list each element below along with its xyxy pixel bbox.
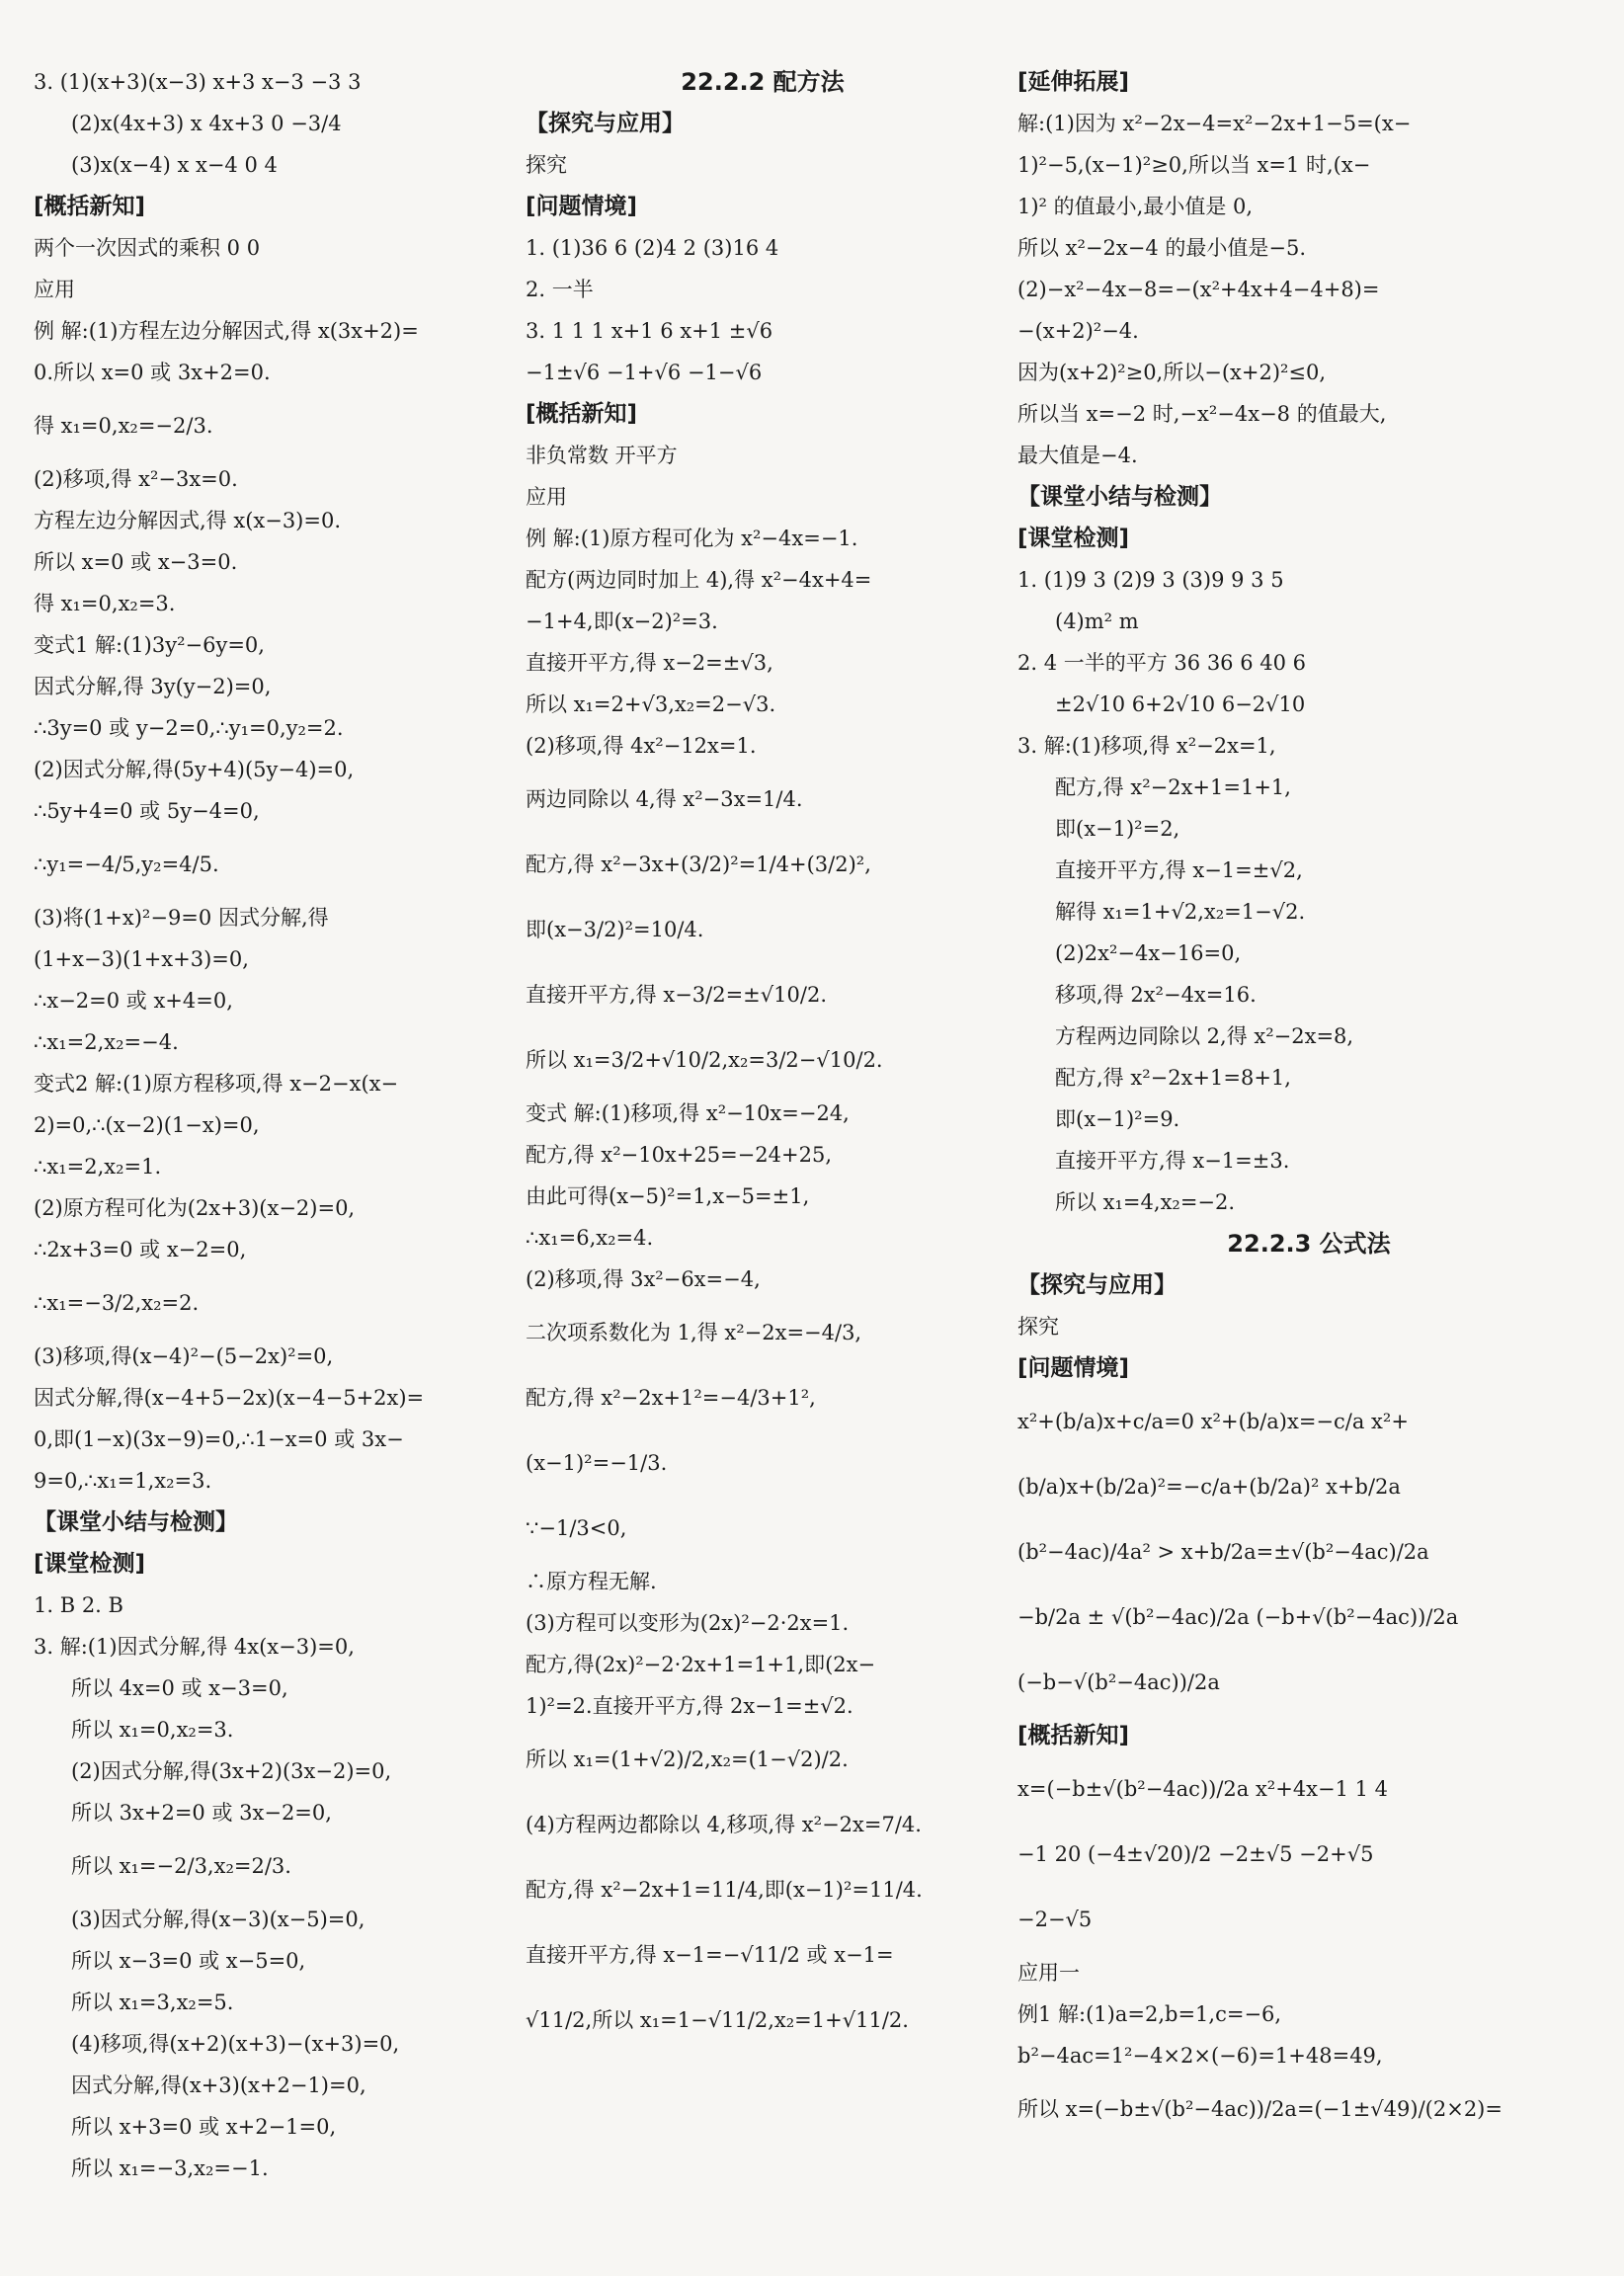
c1-line-40: 所以 3x+2=0 或 3x−2=0, (71, 1801, 332, 1825)
c3-line-34: (b²−4ac)/4a² > x+b/2a=±√(b²−4ac)/2a (1017, 1540, 1429, 1564)
c2-line-37: 配方,得 x²−2x+1=11/4,即(x−1)²=11/4. (526, 1878, 923, 1902)
c1-line-6: 例 解:(1)方程左边分解因式,得 x(3x+2)= (34, 319, 419, 343)
c3-line-14: 2. 4 一半的平方 36 36 6 40 6 (1017, 651, 1307, 675)
c2-line-22: 变式 解:(1)移项,得 x²−10x=−24, (526, 1101, 850, 1125)
c3-line-15: ±2√10 6+2√10 6−2√10 (1055, 692, 1306, 716)
c3-line-39: −1 20 (−4±√20)/2 −2±√5 −2+√5 (1017, 1842, 1374, 1866)
c2-line-24: 由此可得(x−5)²=1,x−5=±1, (526, 1184, 810, 1208)
c3-line-31: [问题情境] (1017, 1355, 1130, 1381)
c1-line-46: 因式分解,得(x+3)(x+2−1)=0, (71, 2073, 366, 2097)
c1-line-16: (2)因式分解,得(5y+4)(5y−4)=0, (34, 758, 355, 781)
c1-line-32: 9=0,∴x₁=1,x₂=3. (34, 1469, 212, 1493)
c3-line-36: (−b−√(b²−4ac))/2a (1017, 1670, 1220, 1694)
c1-line-22: ∴x₁=2,x₂=−4. (34, 1030, 179, 1054)
c2-line-30: ∵−1/3<0, (526, 1516, 627, 1540)
c1-line-31: 0,即(1−x)(3x−9)=0,∴1−x=0 或 3x− (34, 1427, 404, 1451)
c2-line-13: −1+4,即(x−2)²=3. (526, 610, 718, 633)
c1-line-43: 所以 x−3=0 或 x−5=0, (71, 1949, 306, 1973)
c2-line-31: ∴原方程无解. (526, 1570, 657, 1593)
c3-line-5: (2)−x²−4x−8=−(x²+4x+4−4+8)= (1017, 278, 1380, 301)
c3-line-32: x²+(b/a)x+c/a=0 x²+(b/a)x=−c/a x²+ (1017, 1410, 1409, 1433)
c1-line-33: 【课堂小结与检测】 (34, 1509, 238, 1535)
c3-line-1: 解:(1)因为 x²−2x−4=x²−2x+1−5=(x− (1017, 112, 1412, 135)
c2-line-29: (x−1)²=−1/3. (526, 1451, 668, 1475)
c2-line-2: 探究 (526, 153, 567, 177)
c1-line-39: (2)因式分解,得(3x+2)(3x−2)=0, (71, 1759, 392, 1783)
c3-line-40: −2−√5 (1017, 1908, 1093, 1931)
c1-line-34: [课堂检测] (34, 1551, 146, 1577)
c2-line-27: 二次项系数化为 1,得 x²−2x=−4/3, (526, 1321, 862, 1344)
c2-line-6: 3. 1 1 1 x+1 6 x+1 ±√6 (526, 319, 773, 343)
c3-line-35: −b/2a ± √(b²−4ac)/2a (−b+√(b²−4ac))/2a (1017, 1605, 1459, 1629)
c2-line-26: (2)移项,得 3x²−6x=−4, (526, 1267, 761, 1291)
c2-line-21: 所以 x₁=3/2+√10/2,x₂=3/2−√10/2. (526, 1048, 883, 1072)
c1-line-28: ∴x₁=−3/2,x₂=2. (34, 1291, 200, 1315)
c1-line-7: 0.所以 x=0 或 3x+2=0. (34, 361, 271, 384)
c3-line-16: 3. 解:(1)移项,得 x²−2x=1, (1017, 734, 1276, 758)
c2-line-12: 配方(两边同时加上 4),得 x²−4x+4= (526, 568, 872, 592)
c2-line-33: 配方,得(2x)²−2·2x+1=1+1,即(2x− (526, 1653, 876, 1676)
c1-line-19: (3)将(1+x)²−9=0 因式分解,得 (34, 906, 329, 930)
c2-line-16: (2)移项,得 4x²−12x=1. (526, 734, 757, 758)
c1-line-0: 3. (1)(x+3)(x−3) x+3 x−3 −3 3 (34, 70, 362, 94)
c2-line-28: 配方,得 x²−2x+1²=−4/3+1², (526, 1386, 816, 1410)
c2-line-7: −1±√6 −1+√6 −1−√6 (526, 361, 763, 384)
c1-line-27: ∴2x+3=0 或 x−2=0, (34, 1238, 247, 1261)
c3-line-3: 1)² 的值最小,最小值是 0, (1017, 195, 1254, 218)
c1-line-11: 所以 x=0 或 x−3=0. (34, 550, 238, 574)
c1-line-25: ∴x₁=2,x₂=1. (34, 1155, 162, 1179)
c3-line-38: x=(−b±√(b²−4ac))/2a x²+4x−1 1 4 (1017, 1777, 1389, 1801)
c2-line-36: (4)方程两边都除以 4,移项,得 x²−2x=7/4. (526, 1813, 922, 1836)
c1-line-1: (2)x(4x+3) x 4x+3 0 −3/4 (71, 112, 342, 135)
c3-line-24: 配方,得 x²−2x+1=8+1, (1055, 1066, 1291, 1090)
c3-line-19: 直接开平方,得 x−1=±√2, (1055, 858, 1303, 882)
c3-line-7: 因为(x+2)²≥0,所以−(x+2)²≤0, (1017, 361, 1327, 384)
c1-line-13: 变式1 解:(1)3y²−6y=0, (34, 633, 265, 657)
c3-line-11: [课堂检测] (1017, 526, 1130, 551)
c2-line-15: 所以 x₁=2+√3,x₂=2−√3. (526, 692, 776, 716)
c2-line-14: 直接开平方,得 x−2=±√3, (526, 651, 773, 675)
c1-line-36: 3. 解:(1)因式分解,得 4x(x−3)=0, (34, 1635, 355, 1659)
c3-line-2: 1)²−5,(x−1)²≥0,所以当 x=1 时,(x− (1017, 153, 1371, 177)
c2-line-23: 配方,得 x²−10x+25=−24+25, (526, 1143, 832, 1167)
c1-line-2: (3)x(x−4) x x−4 0 4 (71, 153, 278, 177)
c1-line-42: (3)因式分解,得(x−3)(x−5)=0, (71, 1908, 365, 1931)
c2-line-35: 所以 x₁=(1+√2)/2,x₂=(1−√2)/2. (526, 1748, 849, 1771)
c1-line-48: 所以 x₁=−3,x₂=−1. (71, 2156, 269, 2180)
c2-line-3: [问题情境] (526, 194, 638, 219)
c3-line-4: 所以 x²−2x−4 的最小值是−5. (1017, 236, 1306, 260)
c1-line-8: 得 x₁=0,x₂=−2/3. (34, 414, 213, 438)
c2-line-0: 22.2.2 配方法 (681, 68, 845, 96)
c2-line-1: 【探究与应用】 (526, 111, 685, 136)
c3-line-28: 22.2.3 公式法 (1227, 1230, 1391, 1258)
c3-line-27: 所以 x₁=4,x₂=−2. (1055, 1190, 1236, 1214)
c1-line-4: 两个一次因式的乘积 0 0 (34, 236, 261, 260)
c3-line-9: 最大值是−4. (1017, 444, 1138, 467)
c3-line-37: [概括新知] (1017, 1723, 1130, 1748)
c2-line-9: 非负常数 开平方 (526, 444, 678, 467)
c2-line-4: 1. (1)36 6 (2)4 2 (3)16 4 (526, 236, 779, 260)
c2-line-18: 配方,得 x²−3x+(3/2)²=1/4+(3/2)², (526, 853, 871, 876)
c3-line-33: (b/a)x+(b/2a)²=−c/a+(b/2a)² x+b/2a (1017, 1475, 1401, 1499)
c2-line-5: 2. 一半 (526, 278, 594, 301)
c2-line-19: 即(x−3/2)²=10/4. (526, 918, 704, 941)
c3-line-23: 方程两边同除以 2,得 x²−2x=8, (1055, 1024, 1354, 1048)
c1-line-29: (3)移项,得(x−4)²−(5−2x)²=0, (34, 1344, 334, 1368)
c3-line-30: 探究 (1017, 1315, 1059, 1339)
c3-line-20: 解得 x₁=1+√2,x₂=1−√2. (1055, 900, 1306, 924)
c1-line-9: (2)移项,得 x²−3x=0. (34, 467, 238, 491)
c3-line-13: (4)m² m (1055, 610, 1139, 633)
c3-line-22: 移项,得 2x²−4x=16. (1055, 983, 1257, 1007)
c2-line-20: 直接开平方,得 x−3/2=±√10/2. (526, 983, 827, 1007)
c1-line-38: 所以 x₁=0,x₂=3. (71, 1718, 234, 1742)
c1-line-35: 1. B 2. B (34, 1593, 123, 1617)
c3-line-8: 所以当 x=−2 时,−x²−4x−8 的值最大, (1017, 402, 1387, 426)
c3-line-29: 【探究与应用】 (1017, 1272, 1177, 1298)
c3-line-12: 1. (1)9 3 (2)9 3 (3)9 9 3 5 (1017, 568, 1284, 592)
c1-line-44: 所以 x₁=3,x₂=5. (71, 1991, 234, 2014)
c2-line-39: √11/2,所以 x₁=1−√11/2,x₂=1+√11/2. (526, 2008, 909, 2032)
c1-line-37: 所以 4x=0 或 x−3=0, (71, 1676, 288, 1700)
c1-line-10: 方程左边分解因式,得 x(x−3)=0. (34, 509, 342, 532)
c1-line-12: 得 x₁=0,x₂=3. (34, 592, 176, 615)
c3-line-18: 即(x−1)²=2, (1055, 817, 1180, 841)
c1-line-14: 因式分解,得 3y(y−2)=0, (34, 675, 272, 698)
c2-line-38: 直接开平方,得 x−1=−√11/2 或 x−1= (526, 1943, 894, 1967)
c2-line-32: (3)方程可以变形为(2x)²−2·2x=1. (526, 1611, 850, 1635)
c2-line-10: 应用 (526, 485, 567, 509)
c1-line-3: [概括新知] (34, 194, 146, 219)
c3-line-42: 例1 解:(1)a=2,b=1,c=−6, (1017, 2002, 1282, 2026)
c3-line-21: (2)2x²−4x−16=0, (1055, 941, 1242, 965)
c2-line-34: 1)²=2.直接开平方,得 2x−1=±√2. (526, 1694, 853, 1718)
c3-line-0: [延伸拓展] (1017, 69, 1130, 95)
c1-line-15: ∴3y=0 或 y−2=0,∴y₁=0,y₂=2. (34, 716, 344, 740)
c3-line-6: −(x+2)²−4. (1017, 319, 1139, 343)
c1-line-21: ∴x−2=0 或 x+4=0, (34, 989, 233, 1013)
column-3 (1017, 61, 1600, 2142)
c3-line-10: 【课堂小结与检测】 (1017, 484, 1222, 510)
c1-line-47: 所以 x+3=0 或 x+2−1=0, (71, 2115, 337, 2139)
c1-line-26: (2)原方程可化为(2x+3)(x−2)=0, (34, 1196, 356, 1220)
c1-line-18: ∴y₁=−4/5,y₂=4/5. (34, 853, 219, 876)
column-2 (526, 61, 1000, 2053)
c2-line-11: 例 解:(1)原方程可化为 x²−4x=−1. (526, 527, 858, 550)
c1-line-30: 因式分解,得(x−4+5−2x)(x−4−5+2x)= (34, 1386, 425, 1410)
c1-line-17: ∴5y+4=0 或 5y−4=0, (34, 799, 260, 823)
c3-line-44: 所以 x=(−b±√(b²−4ac))/2a=(−1±√49)/(2×2)= (1017, 2097, 1502, 2121)
column-1 (34, 61, 498, 2189)
c3-line-26: 直接开平方,得 x−1=±3. (1055, 1149, 1290, 1173)
c1-line-23: 变式2 解:(1)原方程移项,得 x−2−x(x− (34, 1072, 399, 1096)
c3-line-41: 应用一 (1017, 1961, 1080, 1985)
c2-line-25: ∴x₁=6,x₂=4. (526, 1226, 654, 1250)
c1-line-5: 应用 (34, 278, 75, 301)
c1-line-24: 2)=0,∴(x−2)(1−x)=0, (34, 1113, 260, 1137)
c1-line-20: (1+x−3)(1+x+3)=0, (34, 947, 249, 971)
c2-line-8: [概括新知] (526, 401, 638, 427)
c1-line-41: 所以 x₁=−2/3,x₂=2/3. (71, 1854, 291, 1878)
c3-line-17: 配方,得 x²−2x+1=1+1, (1055, 775, 1291, 799)
c3-line-43: b²−4ac=1²−4×2×(−6)=1+48=49, (1017, 2044, 1383, 2068)
c2-line-17: 两边同除以 4,得 x²−3x=1/4. (526, 787, 803, 811)
c1-line-45: (4)移项,得(x+2)(x+3)−(x+3)=0, (71, 2032, 400, 2056)
c3-line-25: 即(x−1)²=9. (1055, 1107, 1180, 1131)
